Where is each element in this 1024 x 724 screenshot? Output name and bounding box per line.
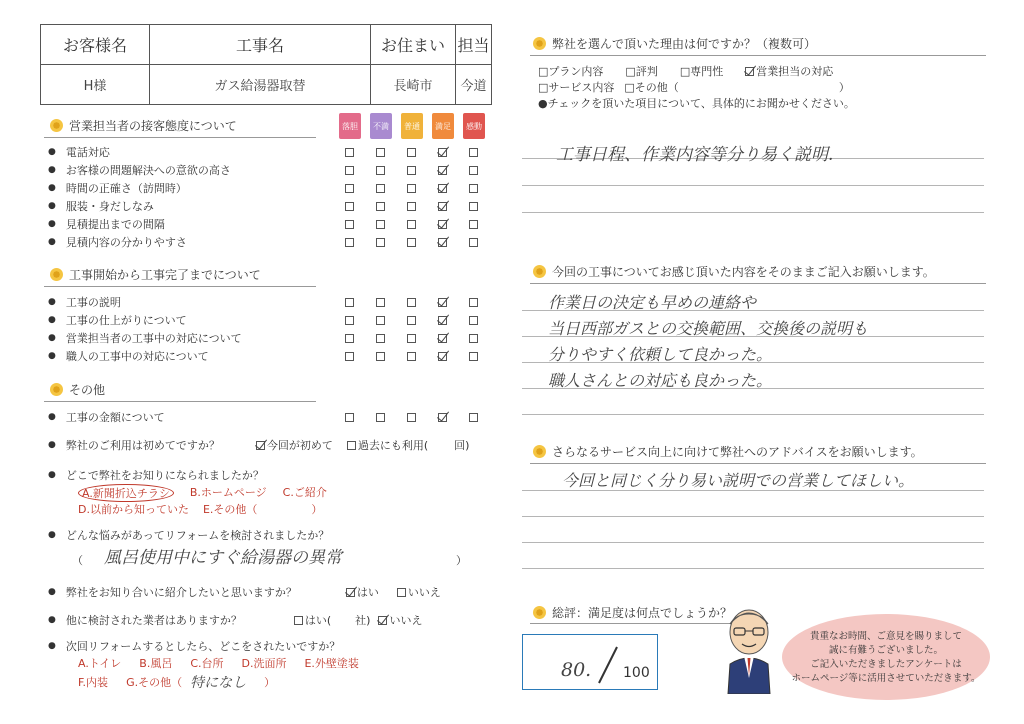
impression-line[interactable]: 当日西部ガスとの交換範囲、交換後の説明も [548, 319, 869, 338]
scale-label: 不満 [370, 113, 392, 139]
next-reform-option[interactable]: F.内装 [78, 676, 109, 689]
rating-checkbox[interactable] [345, 220, 354, 229]
score-max: 100 [623, 665, 650, 681]
next-reform-options-row1 [78, 655, 359, 671]
divider [44, 137, 316, 138]
introduce-no-label: いいえ [407, 586, 441, 599]
flower-icon [533, 445, 546, 458]
bullet-icon: ● [48, 615, 56, 625]
thanks-message: 貴重なお時間、ご意見を賜りまして 誠に有難うございました。 ご記入いただきましたアンケートは ホームページ等に活用させていただきます。 [791, 631, 981, 684]
staff-label: 担当 [457, 36, 490, 55]
rating-checkbox[interactable] [345, 184, 354, 193]
rating-item-label: 職人の工事中の対応について [65, 350, 209, 363]
how-know-options-row2 [78, 501, 322, 517]
rating-checkbox-checked[interactable] [438, 298, 447, 307]
rating-item-label: お客様の問題解決への意欲の高さ [65, 164, 231, 177]
rating-checkbox[interactable] [345, 298, 354, 307]
bullet-icon: ● [48, 147, 56, 157]
how-know-option-close: ） [311, 503, 323, 516]
address-value: 長崎市 [371, 65, 456, 104]
rating-checkbox-checked[interactable] [438, 220, 447, 229]
rating-checkbox[interactable] [376, 298, 385, 307]
trouble-question: どんな悩みがあってリフォームを検討されましたか？ [65, 529, 330, 542]
rating-row [48, 233, 488, 251]
compare-yes-checkbox[interactable] [294, 616, 303, 625]
rating-item-label: 見積提出までの間隔 [65, 218, 165, 231]
impression-section-title: 今回の工事についてお感じ頂いた内容をそのままご記入お願いします。 [533, 263, 935, 280]
impression-line[interactable]: 分りやすく依頼して良かった。 [548, 345, 773, 364]
next-reform-row [48, 638, 340, 654]
compare-no-label: いいえ [389, 614, 423, 627]
rating-checkbox[interactable] [469, 202, 478, 211]
reasons-options-row1 [538, 63, 833, 79]
rating-checkbox-checked[interactable] [438, 166, 447, 175]
construction-items [48, 293, 488, 365]
repeat-use-option: 過去にも利用( [357, 439, 429, 452]
rating-checkbox[interactable] [376, 238, 385, 247]
repeat-use-checkbox[interactable] [347, 441, 356, 450]
sales-items [48, 143, 488, 251]
sales-section-title: 営業担当者の接客態度について [50, 117, 237, 134]
introduce-yes-checkbox-checked[interactable] [346, 588, 355, 597]
rating-item-label: 工事の説明 [65, 296, 121, 309]
bullet-icon: ● [48, 219, 56, 229]
price-item-label: 工事の金額について [65, 411, 165, 424]
bullet-icon: ● [48, 201, 56, 211]
rating-checkbox[interactable] [345, 202, 354, 211]
rating-checkbox-checked[interactable] [438, 184, 447, 193]
next-reform-question: 次回リフォームするとしたら、どこをされたいですか？ [65, 640, 341, 653]
bullet-icon: ● [48, 165, 56, 175]
rating-checkbox[interactable] [469, 352, 478, 361]
rating-checkbox[interactable] [345, 334, 354, 343]
rating-checkbox[interactable] [407, 148, 416, 157]
rating-row [48, 143, 488, 161]
flower-icon [50, 268, 63, 281]
summary-section-title: 総評：満足度は何点でしょうか？ [533, 604, 732, 621]
rating-checkbox[interactable] [345, 413, 354, 422]
rating-checkbox[interactable] [345, 238, 354, 247]
rating-item-label: 工事の仕上がりについて [65, 314, 187, 327]
rating-checkbox[interactable] [376, 148, 385, 157]
first-use-checkbox-checked[interactable] [256, 441, 265, 450]
next-reform-option[interactable]: B.風呂 [139, 657, 173, 670]
reason-option-selected[interactable]: 営業担当の対応 [745, 63, 833, 79]
flower-icon [533, 37, 546, 50]
rating-checkbox[interactable] [345, 148, 354, 157]
flower-icon [50, 383, 63, 396]
rating-checkbox[interactable] [345, 316, 354, 325]
rating-checkbox[interactable] [407, 316, 416, 325]
first-use-row [48, 437, 498, 453]
rating-checkbox[interactable] [469, 298, 478, 307]
customer-label: お客様名 [41, 25, 150, 64]
introduce-no-checkbox[interactable] [397, 588, 406, 597]
rating-checkbox[interactable] [376, 184, 385, 193]
rating-checkbox[interactable] [407, 202, 416, 211]
rating-item-label: 営業担当者の工事中の対応について [65, 332, 242, 345]
introduce-yes-label: はい [356, 586, 379, 599]
rating-checkbox[interactable] [469, 238, 478, 247]
rating-checkbox[interactable] [407, 298, 416, 307]
reasons-answer-handwritten[interactable]: 工事日程、作業内容等分り易く説明. [556, 145, 834, 165]
rating-checkbox[interactable] [376, 166, 385, 175]
impression-line[interactable]: 作業日の決定も早めの連絡や [548, 293, 757, 312]
score-box[interactable] [522, 634, 658, 690]
rating-checkbox[interactable] [345, 352, 354, 361]
next-reform-answer-handwritten[interactable]: 特になし [190, 675, 247, 691]
bullet-icon: ● [48, 237, 56, 247]
rating-item-label: 時間の正確さ（訪問時） [65, 182, 187, 195]
rating-checkbox[interactable] [469, 413, 478, 422]
construction-section-title: 工事開始から工事完了までについて [50, 266, 261, 283]
reason-option[interactable]: □プラン内容 [538, 65, 604, 78]
bullet-icon: ● [48, 412, 56, 422]
rating-checkbox[interactable] [469, 166, 478, 175]
trouble-close-paren: ） [456, 554, 467, 567]
reason-option[interactable]: □その他（ [624, 81, 679, 94]
repeat-count-suffix: 回) [454, 439, 470, 452]
slash-icon [593, 643, 623, 687]
rating-checkbox-checked[interactable] [438, 148, 447, 157]
scale-label: 満足 [432, 113, 454, 139]
reasons-options-row2 [538, 79, 850, 95]
rating-row [48, 329, 488, 347]
price-row [48, 408, 488, 426]
impression-line[interactable]: 職人さんとの対応も良かった。 [548, 371, 773, 390]
rating-row [48, 293, 488, 311]
trouble-open-paren: （ [72, 554, 83, 567]
compare-question: 他に検討された業者はありますか？ [65, 614, 242, 627]
rating-row [48, 161, 488, 179]
rating-checkbox[interactable] [407, 220, 416, 229]
rating-checkbox[interactable] [345, 166, 354, 175]
how-know-options-row1 [78, 484, 327, 502]
how-know-question: どこで弊社をお知りになられましたか？ [65, 469, 264, 482]
score-value-handwritten[interactable]: 80. [561, 659, 592, 681]
how-know-row [48, 467, 264, 483]
divider [44, 286, 316, 287]
rating-checkbox[interactable] [469, 148, 478, 157]
bullet-icon: ● [48, 351, 56, 361]
rating-checkbox[interactable] [376, 220, 385, 229]
president-mascot-icon [718, 606, 780, 694]
rating-row [48, 179, 488, 197]
scale-label: 落胆 [339, 113, 361, 139]
compare-yes-label: はい( [304, 614, 332, 627]
advice-answer-handwritten[interactable]: 今回と同じく分り易い説明での営業してほしい。 [562, 471, 915, 490]
next-reform-option[interactable]: D.洗面所 [241, 657, 287, 670]
reason-option[interactable]: □専門性 [679, 65, 724, 78]
rating-checkbox[interactable] [469, 316, 478, 325]
bullet-icon: ● [48, 641, 56, 651]
bullet-icon: ● [48, 315, 56, 325]
rating-item-label: 服装・身だしなみ [65, 200, 154, 213]
rating-checkbox[interactable] [407, 334, 416, 343]
reasons-note: ●チェックを頂いた項目について、具体的にお聞かせください。 [538, 97, 855, 110]
rating-checkbox[interactable] [469, 334, 478, 343]
rating-checkbox-checked[interactable] [438, 413, 447, 422]
rating-scale-header [339, 113, 485, 139]
introduce-question: 弊社をお知り合いに紹介したいと思いますか？ [65, 586, 297, 599]
rating-row [48, 311, 488, 329]
scale-label: 感動 [463, 113, 485, 139]
work-value: ガス給湯器取替 [150, 65, 371, 104]
bullet-icon: ● [48, 440, 56, 450]
next-reform-option-close: ） [264, 676, 276, 689]
next-reform-option[interactable]: E.外壁塗装 [304, 657, 359, 670]
rating-checkbox[interactable] [376, 202, 385, 211]
divider [44, 401, 316, 402]
rating-checkbox-checked[interactable] [438, 238, 447, 247]
rating-checkbox-checked[interactable] [438, 202, 447, 211]
customer-value: H様 [41, 65, 150, 104]
rating-checkbox[interactable] [376, 334, 385, 343]
flower-icon [533, 265, 546, 278]
trouble-answer-handwritten[interactable]: 風呂使用中にすぐ給湯器の異常 [104, 548, 342, 568]
rating-checkbox[interactable] [376, 316, 385, 325]
first-use-option: 今回が初めて [266, 439, 333, 452]
rating-checkbox-checked[interactable] [438, 352, 447, 361]
rating-item-label: 見積内容の分かりやすさ [65, 236, 187, 249]
bullet-icon: ● [48, 297, 56, 307]
how-know-option[interactable]: E.その他（ [202, 503, 258, 516]
header-table [40, 24, 492, 105]
reason-option[interactable]: □サービス内容 [538, 81, 615, 94]
bullet-icon: ● [48, 587, 56, 597]
rating-checkbox-checked[interactable] [438, 334, 447, 343]
compare-no-checkbox-checked[interactable] [378, 616, 387, 625]
bullet-icon: ● [48, 530, 56, 540]
how-know-option-selected[interactable]: A.新聞折込チラシ [78, 484, 174, 502]
bullet-icon: ● [48, 470, 56, 480]
rating-checkbox[interactable] [376, 413, 385, 422]
how-know-option[interactable]: B.ホームページ [189, 486, 267, 499]
introduce-row [48, 584, 498, 600]
rating-row [48, 197, 488, 215]
rating-checkbox[interactable] [407, 238, 416, 247]
bullet-icon: ● [48, 183, 56, 193]
advice-section-title: さらなるサービス向上に向けて弊社へのアドバイスをお願いします。 [533, 443, 923, 460]
rating-checkbox[interactable] [407, 352, 416, 361]
first-use-question: 弊社のご利用は初めてですか？ [65, 439, 220, 452]
scale-label: 普通 [401, 113, 423, 139]
staff-value: 今道 [460, 79, 487, 94]
how-know-option[interactable]: C.ご紹介 [282, 486, 327, 499]
rating-checkbox-checked[interactable] [438, 316, 447, 325]
next-reform-options-row2 [78, 672, 275, 692]
next-reform-option[interactable]: G.その他（ [126, 676, 183, 689]
flower-icon [533, 606, 546, 619]
flower-icon [50, 119, 63, 132]
rating-checkbox[interactable] [407, 166, 416, 175]
reasons-section-title: 弊社を選んで頂いた理由は何ですか？（複数可） [533, 35, 816, 52]
divider [530, 55, 986, 56]
rating-checkbox[interactable] [469, 220, 478, 229]
reason-checkbox-checked[interactable] [745, 67, 754, 76]
rating-row [48, 347, 488, 365]
rating-checkbox[interactable] [407, 184, 416, 193]
reason-option-close: ） [838, 81, 850, 94]
reason-option[interactable]: □評判 [625, 65, 658, 78]
trouble-row [48, 527, 329, 543]
rating-checkbox[interactable] [469, 184, 478, 193]
how-know-option[interactable]: D.以前から知っていた [78, 503, 189, 516]
compare-row [48, 612, 498, 628]
rating-checkbox[interactable] [376, 352, 385, 361]
bullet-icon: ● [48, 333, 56, 343]
next-reform-option[interactable]: A.トイレ [78, 657, 122, 670]
compare-count-suffix: 社) [355, 614, 371, 627]
divider [530, 623, 750, 624]
rating-row [48, 215, 488, 233]
address-label: お住まい [371, 25, 456, 64]
rating-checkbox[interactable] [407, 413, 416, 422]
rating-item-label: 電話対応 [65, 146, 110, 159]
next-reform-option[interactable]: C.台所 [190, 657, 224, 670]
other-section-title: その他 [50, 381, 105, 398]
work-label: 工事名 [150, 25, 371, 64]
